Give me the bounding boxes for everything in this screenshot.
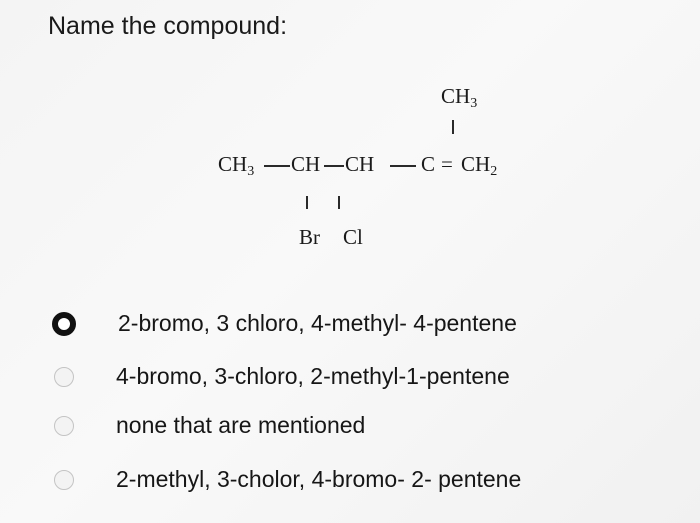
- answer-option-label: 2-methyl, 3-cholor, 4-bromo- 2- pentene: [116, 466, 522, 492]
- answer-option-label: 4-bromo, 3-chloro, 2-methyl-1-pentene: [116, 363, 510, 389]
- question-text: Name the compound:: [48, 12, 288, 40]
- radio-selected-icon[interactable]: [52, 312, 76, 336]
- chain-bond-1: [264, 165, 290, 167]
- answer-option-label: 2-bromo, 3 chloro, 4-methyl- 4-pentene: [118, 310, 517, 336]
- cl-bond: [338, 196, 340, 209]
- br-bond: [306, 196, 308, 209]
- chain-bond-3: [390, 165, 416, 167]
- chain-ch2-end: $CH_2$: [461, 152, 498, 179]
- chain-ch3: $CH_3$: [218, 152, 255, 179]
- answer-option-3[interactable]: [54, 412, 365, 439]
- chloro-substituent: Cl: [343, 225, 363, 249]
- chain-bond-2: [324, 165, 344, 167]
- chain-ch-2: CH: [345, 152, 375, 176]
- radio-unselected-icon[interactable]: [54, 416, 74, 436]
- answer-option-2[interactable]: [54, 363, 510, 390]
- top-methyl-group: $CH_3$: [441, 84, 478, 111]
- answer-option-1[interactable]: [54, 310, 517, 337]
- radio-unselected-icon[interactable]: [54, 470, 74, 490]
- answer-option-label: none that are mentioned: [116, 412, 366, 438]
- chain-c: C: [421, 152, 436, 176]
- answer-option-4[interactable]: [54, 466, 521, 493]
- bromo-substituent: Br: [299, 225, 320, 249]
- radio-unselected-icon[interactable]: [54, 367, 74, 387]
- methyl-vertical-bond: [452, 120, 454, 134]
- chain-double-bond: =: [441, 152, 453, 176]
- chain-ch-1: CH: [291, 152, 321, 176]
